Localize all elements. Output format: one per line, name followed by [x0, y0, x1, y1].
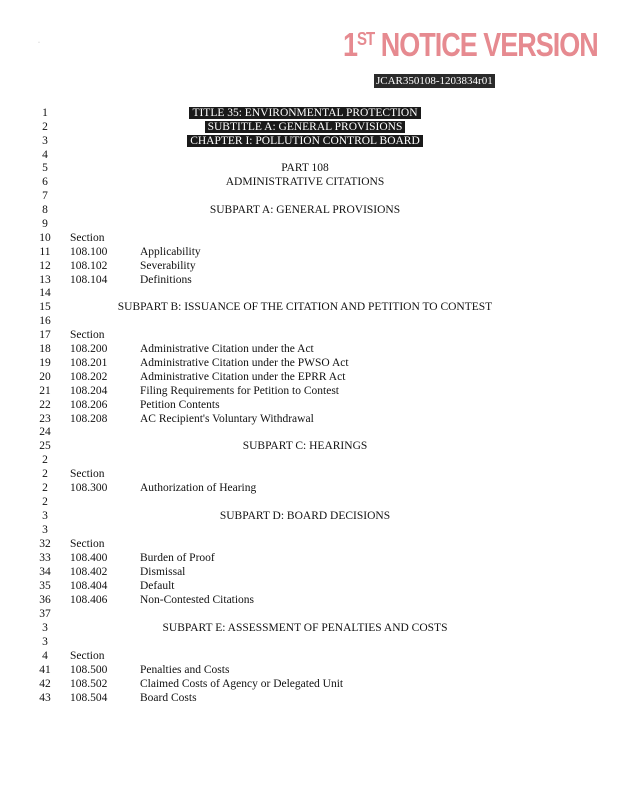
- doc-line: [0, 245, 618, 259]
- doc-line: [0, 314, 618, 328]
- line-number: 16: [39, 315, 51, 327]
- doc-line: [0, 607, 618, 621]
- section-title: Dismissal: [140, 566, 186, 578]
- section-title: Burden of Proof: [140, 552, 215, 564]
- line-number: 43: [39, 692, 51, 704]
- doc-line: [0, 425, 618, 439]
- line-number: 24: [39, 426, 51, 438]
- section-title: Petition Contents: [140, 399, 220, 411]
- doc-line: [0, 495, 618, 509]
- doc-line: [0, 342, 618, 356]
- section-label: Section: [70, 232, 105, 244]
- doc-line: [0, 106, 618, 120]
- line-number: 23: [39, 413, 51, 425]
- line-number: 33: [39, 552, 51, 564]
- section-label: Section: [70, 468, 105, 480]
- line-number: 2: [42, 482, 48, 494]
- line-number: 7: [42, 190, 48, 202]
- section-title: AC Recipient's Voluntary Withdrawal: [140, 413, 314, 425]
- section-title: Claimed Costs of Agency or Delegated Unit: [140, 678, 344, 690]
- doc-line: [0, 412, 618, 426]
- line-number: 3: [42, 622, 48, 634]
- doc-line: [0, 593, 618, 607]
- section-number: 108.500: [70, 664, 108, 676]
- section-title: Default: [140, 580, 175, 592]
- line-number: 3: [42, 524, 48, 536]
- line-number: 4: [42, 650, 48, 662]
- stamp-text: NOTICE VERSION: [380, 26, 598, 64]
- doc-line: [0, 231, 618, 245]
- line-number: 3: [42, 510, 48, 522]
- section-number: 108.504: [70, 692, 108, 704]
- line-number: 2: [42, 454, 48, 466]
- line-number: 19: [39, 357, 51, 369]
- doc-line: [0, 537, 618, 551]
- doc-line: [0, 328, 618, 342]
- doc-line: [0, 649, 618, 663]
- line-number: 10: [39, 232, 51, 244]
- line-number: 11: [39, 246, 51, 258]
- doc-line: [0, 356, 618, 370]
- section-number: 108.204: [70, 385, 108, 397]
- line-number: 37: [39, 608, 51, 620]
- doc-line: [0, 439, 618, 453]
- line-number: 34: [39, 566, 51, 578]
- line-number: 2: [42, 496, 48, 508]
- line-number: 6: [42, 176, 48, 188]
- line-number: 4: [42, 149, 48, 161]
- doc-line: [0, 300, 618, 314]
- section-number: 108.206: [70, 399, 108, 411]
- first-notice-stamp: [343, 26, 598, 65]
- doc-line: [0, 481, 618, 495]
- doc-line: [0, 621, 618, 635]
- section-title: Severability: [140, 260, 196, 272]
- line-number: 35: [39, 580, 51, 592]
- line-number: 17: [39, 329, 51, 341]
- subpart-b-heading: SUBPART B: ISSUANCE OF THE CITATION AND PETITION TO CONTEST: [117, 301, 493, 313]
- line-number: 15: [39, 301, 51, 313]
- section-title: Board Costs: [140, 692, 197, 704]
- doc-line: [0, 663, 618, 677]
- section-number: 108.104: [70, 274, 108, 286]
- line-number: 42: [39, 678, 51, 690]
- section-title: Administrative Citation under the PWSO Act: [140, 357, 349, 369]
- section-number: 108.200: [70, 343, 108, 355]
- doc-line: [0, 217, 618, 231]
- doc-line: [0, 579, 618, 593]
- stamp-prefix: 1: [343, 26, 358, 64]
- line-number: 12: [39, 260, 51, 272]
- line-number: 8: [42, 204, 48, 216]
- line-number: 2: [42, 121, 48, 133]
- doc-line: [0, 467, 618, 481]
- section-label: Section: [70, 650, 105, 662]
- section-title: Applicability: [140, 246, 201, 258]
- section-title: Administrative Citation under the EPRR Act: [140, 371, 346, 383]
- section-number: 108.502: [70, 678, 108, 690]
- doc-line: [0, 175, 618, 189]
- line-number: 41: [39, 664, 51, 676]
- subpart-c-heading: SUBPART C: HEARINGS: [242, 440, 368, 452]
- title-heading: TITLE 35: ENVIRONMENTAL PROTECTION: [189, 107, 420, 119]
- scan-speck: ·: [38, 40, 40, 46]
- doc-line: [0, 203, 618, 217]
- doc-line: [0, 134, 618, 148]
- line-number: 20: [39, 371, 51, 383]
- chapter-heading: CHAPTER I: POLLUTION CONTROL BOARD: [187, 135, 423, 147]
- section-title: Administrative Citation under the Act: [140, 343, 314, 355]
- section-number: 108.100: [70, 246, 108, 258]
- stamp-superscript: ST: [357, 28, 375, 50]
- doc-line: [0, 286, 618, 300]
- doc-line: [0, 523, 618, 537]
- line-number: 5: [42, 162, 48, 174]
- doc-line: [0, 120, 618, 134]
- doc-line: [0, 509, 618, 523]
- line-number: 9: [42, 218, 48, 230]
- section-number: 108.400: [70, 552, 108, 564]
- line-number: 22: [39, 399, 51, 411]
- document-id: JCAR350108-1203834r01: [376, 75, 493, 87]
- part-number: PART 108: [281, 162, 329, 174]
- section-number: 108.201: [70, 357, 108, 369]
- subtitle-heading: SUBTITLE A: GENERAL PROVISIONS: [205, 121, 406, 133]
- doc-line: [0, 148, 618, 162]
- section-number: 108.404: [70, 580, 108, 592]
- section-title: Filing Requirements for Petition to Contest: [140, 385, 340, 397]
- line-number: 21: [39, 385, 51, 397]
- section-number: 108.208: [70, 413, 108, 425]
- line-number: 14: [39, 287, 51, 299]
- doc-line: [0, 635, 618, 649]
- section-label: Section: [70, 329, 105, 341]
- line-number: 3: [42, 636, 48, 648]
- subpart-a-heading: SUBPART A: GENERAL PROVISIONS: [209, 204, 401, 216]
- section-number: 108.406: [70, 594, 108, 606]
- line-number: 3: [42, 135, 48, 147]
- line-number: 2: [42, 468, 48, 480]
- line-number: 13: [39, 274, 51, 286]
- section-number: 108.402: [70, 566, 108, 578]
- section-number: 108.300: [70, 482, 108, 494]
- section-title: Penalties and Costs: [140, 664, 230, 676]
- doc-line: [0, 370, 618, 384]
- part-name: ADMINISTRATIVE CITATIONS: [225, 176, 385, 188]
- doc-line: [0, 551, 618, 565]
- section-title: Definitions: [140, 274, 192, 286]
- doc-line: [0, 565, 618, 579]
- line-number: 36: [39, 594, 51, 606]
- line-number: 32: [39, 538, 51, 550]
- doc-line: [0, 161, 618, 175]
- doc-line: [0, 453, 618, 467]
- line-number: 25: [39, 440, 51, 452]
- line-number: 18: [39, 343, 51, 355]
- section-label: Section: [70, 538, 105, 550]
- doc-line: [0, 384, 618, 398]
- section-title: Non-Contested Citations: [140, 594, 255, 606]
- section-title: Authorization of Hearing: [140, 482, 257, 494]
- subpart-d-heading: SUBPART D: BOARD DECISIONS: [219, 510, 391, 522]
- subpart-e-heading: SUBPART E: ASSESSMENT OF PENALTIES AND COSTS: [162, 622, 448, 634]
- doc-line: [0, 691, 618, 705]
- section-number: 108.202: [70, 371, 108, 383]
- section-number: 108.102: [70, 260, 108, 272]
- doc-line: [0, 273, 618, 287]
- doc-line: [0, 398, 618, 412]
- doc-line: [0, 677, 618, 691]
- doc-line: [0, 259, 618, 273]
- line-number: 1: [42, 107, 48, 119]
- doc-line: [0, 189, 618, 203]
